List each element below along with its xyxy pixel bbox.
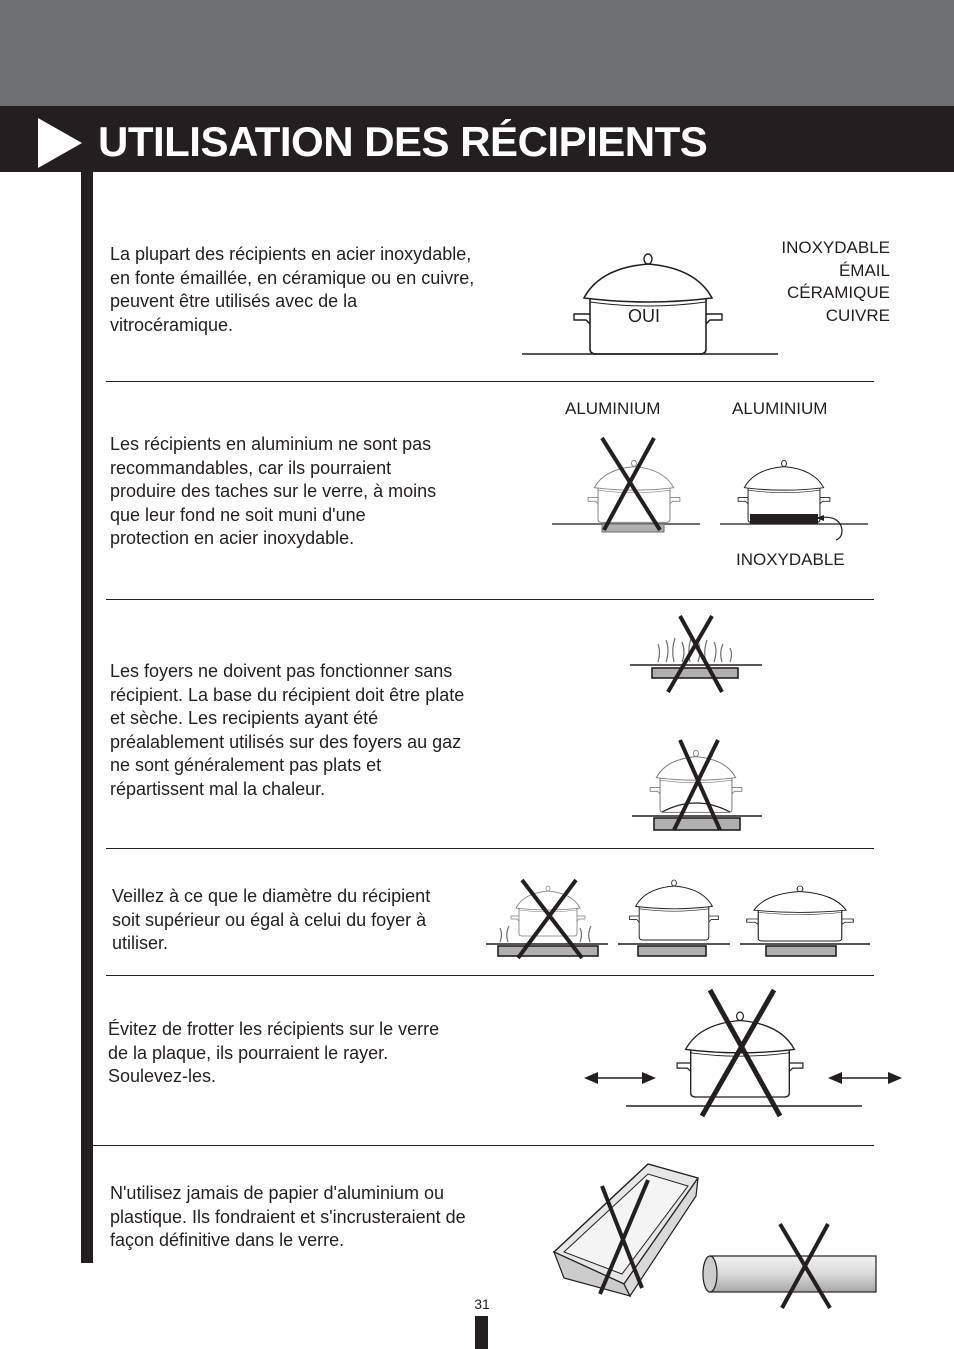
page-title: UTILISATION DES RÉCIPIENTS [98, 118, 708, 165]
section-2-text [110, 433, 436, 551]
pot-ok-illustration [520, 240, 780, 360]
section-3-text [110, 660, 464, 801]
section-divider [106, 381, 874, 382]
pot-label-oui: OUI [628, 306, 661, 326]
no-foil-illustration [550, 1160, 880, 1310]
text-line: Les foyers ne doivent pas fonctionner sans [110, 661, 453, 681]
text-line: produire des taches sur le verre, à moins [110, 481, 437, 501]
section-4-text [112, 885, 430, 956]
text-line: récipient. La base du récipient doit être plate [110, 684, 465, 705]
section-5-text [108, 1018, 439, 1089]
section-divider [106, 848, 874, 849]
text-line: façon définitive dans le verre. [110, 1230, 345, 1250]
section-divider [106, 599, 874, 600]
empty-burner-illustration [628, 612, 768, 696]
text-line: peuvent être utilisés avec de la [110, 291, 358, 311]
warped-pot-illustration [630, 734, 770, 834]
play-arrow-icon [38, 118, 82, 168]
text-line: protection en acier inoxydable. [110, 528, 355, 548]
no-sliding-illustration [582, 988, 904, 1118]
text-line: en fonte émaillée, en céramique ou en cuivre, [110, 267, 475, 288]
text-line: préalablement utilisés sur des foyers au gaz [110, 731, 462, 752]
text-line: de la plaque, ils pourraient le rayer. [108, 1042, 389, 1063]
text-line: répartissent mal la chaleur. [110, 778, 326, 799]
left-margin-rule [81, 172, 93, 1263]
section-1-text [110, 243, 474, 337]
text-line: Veillez à ce que le diamètre du récipient [112, 886, 431, 906]
text-line: plastique. Ils fondraient et s'incrusteraient de [110, 1206, 466, 1227]
text-line: que leur fond ne soit muni d'une [110, 504, 366, 525]
text-line: Évitez de frotter les récipients sur le verre [108, 1019, 440, 1039]
section-divider [106, 975, 874, 976]
page-tab-marker [475, 1316, 488, 1349]
material-item: CÉRAMIQUE [787, 283, 890, 302]
page-number: 31 [474, 1296, 490, 1312]
text-line: recommandables, car ils pourraient [110, 457, 392, 478]
material-item: CUIVRE [825, 305, 890, 325]
text-line: utiliser. [112, 933, 169, 953]
material-item: ÉMAIL [838, 260, 890, 280]
text-line: et sèche. Les recipients ayant été [110, 708, 379, 728]
text-line: Les récipients en aluminium ne sont pas [110, 434, 432, 454]
aluminium-label-left: ALUMINIUM [565, 399, 661, 418]
text-line: vitrocéramique. [110, 314, 234, 335]
section-divider [93, 1145, 874, 1146]
aluminium-label-right: ALUMINIUM [732, 399, 828, 418]
text-line: La plupart des récipients en acier inoxydable, [110, 244, 472, 264]
pot-size-illustration [484, 874, 874, 962]
text-line: Soulevez-les. [108, 1066, 217, 1086]
aluminium-pots-illustration [550, 430, 870, 540]
title-bar [0, 106, 954, 172]
material-item: INOXYDABLE [781, 238, 890, 257]
text-line: soit supérieur ou égal à celui du foyer à [112, 909, 427, 930]
text-line: N'utilisez jamais de papier d'aluminium ou [110, 1183, 445, 1203]
text-line: ne sont généralement pas plats et [110, 755, 382, 775]
materials-list [781, 237, 890, 327]
section-6-text [110, 1182, 466, 1253]
header-band [0, 0, 954, 106]
inoxydable-label: INOXYDABLE [736, 550, 845, 569]
